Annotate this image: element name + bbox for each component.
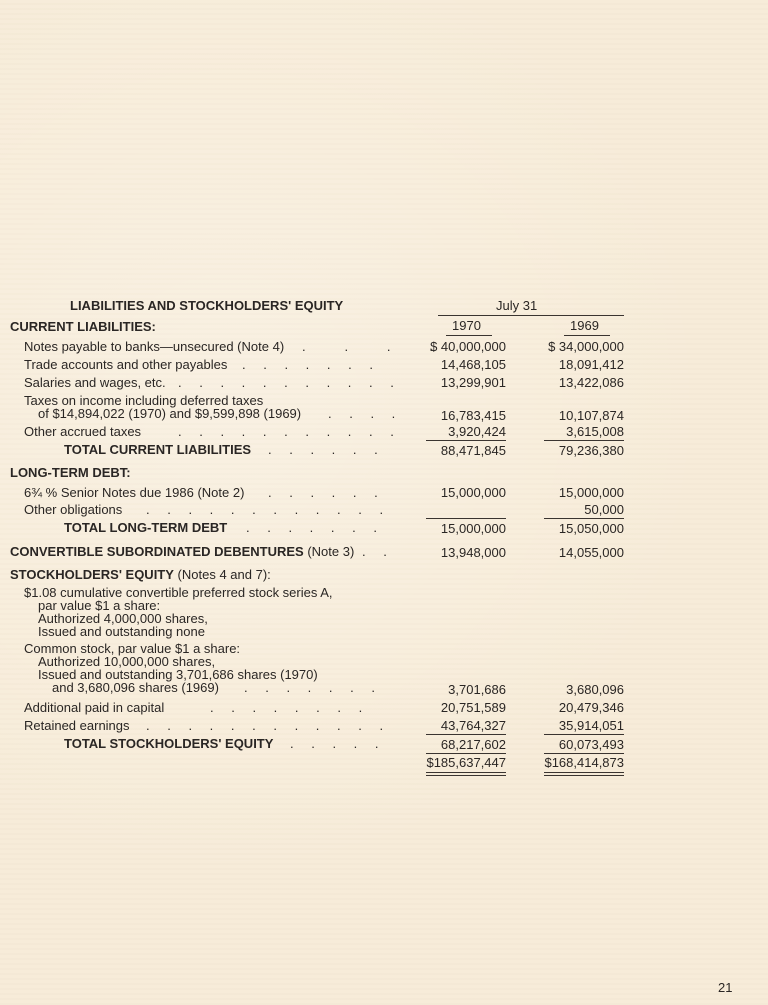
- equity-note: (Notes 4 and 7):: [177, 567, 271, 582]
- value-1969: 10,107,874: [558, 408, 624, 423]
- row-label: Retained earnings: [24, 718, 130, 733]
- leader-dots: . . . . . .: [268, 485, 385, 500]
- total-value-1970: 68,217,602: [440, 737, 506, 752]
- year-1969-header: 1969: [570, 318, 599, 333]
- leader-dots: . . . .: [328, 406, 403, 421]
- row-label: Notes payable to banks—unsecured (Note 4): [24, 339, 285, 354]
- preferred-line: Issued and outstanding none: [38, 624, 205, 639]
- value-1969: 3,615,008: [566, 424, 624, 439]
- preferred-line: $1.08 cumulative convertible preferred stock series A,: [24, 585, 333, 600]
- value-1970: 14,468,105: [440, 357, 506, 372]
- row-label: 6¾ % Senior Notes due 1986 (Note 2): [24, 485, 245, 500]
- value-1970: 43,764,327: [440, 718, 506, 733]
- page-number: 21: [718, 980, 733, 995]
- leader-dots: . . . . . . . . . . .: [178, 375, 401, 390]
- total-value-1969: 79,236,380: [558, 443, 624, 458]
- double-rule-1970-top: [426, 772, 506, 773]
- row-label: Salaries and wages, etc.: [24, 375, 166, 390]
- leader-dots: . . . . . . . . . . . .: [146, 718, 391, 733]
- value-1969: 3,680,096: [566, 682, 624, 697]
- common-line: Issued and outstanding 3,701,686 shares (1970): [38, 667, 318, 682]
- value-1970: $ 40,000,000: [430, 339, 506, 354]
- debentures-row: [10, 544, 354, 560]
- leader-dots: . . . . . . .: [244, 680, 382, 695]
- value-1969: 50,000: [584, 502, 624, 517]
- current-liabilities-heading: CURRENT LIABILITIES:: [10, 319, 156, 334]
- row-label-continued: of $14,894,022 (1970) and $9,599,898 (1969): [38, 406, 302, 421]
- common-line: Authorized 10,000,000 shares,: [38, 654, 216, 669]
- leader-dots: . . . . . . . .: [210, 700, 370, 715]
- double-rule-1969-top: [544, 772, 624, 773]
- value-1969: 35,914,051: [558, 718, 624, 733]
- subtotal-rule-1969: [544, 440, 624, 441]
- leader-dots: . . . .: [302, 339, 440, 354]
- value-1970: 3,920,424: [448, 424, 506, 439]
- common-line: and 3,680,096 shares (1969): [52, 680, 219, 695]
- debentures-note: (Note 3): [307, 544, 355, 559]
- value-1969: 18,091,412: [558, 357, 624, 372]
- row-label: Additional paid in capital: [24, 700, 165, 715]
- total-value-1969: 15,050,000: [558, 521, 624, 536]
- preferred-line: par value $1 a share:: [38, 598, 161, 613]
- subtotal-rule-1970: [426, 440, 506, 441]
- total-current-liabilities-label: TOTAL CURRENT LIABILITIES: [64, 442, 252, 457]
- subtotal-rule-1969: [544, 734, 624, 735]
- value-1970: 13,299,901: [440, 375, 506, 390]
- leader-dots: . . . . . . . . . . . .: [146, 502, 391, 517]
- value-1970: 15,000,000: [440, 485, 506, 500]
- value-1969: 14,055,000: [558, 545, 624, 560]
- subtotal-rule-1969: [544, 518, 624, 519]
- year-1970-header: 1970: [452, 318, 481, 333]
- year-1969-rule: [564, 335, 610, 336]
- common-line: Common stock, par value $1 a share:: [24, 641, 241, 656]
- total-value-1969: 60,073,493: [558, 737, 624, 752]
- total-long-term-debt-label: TOTAL LONG-TERM DEBT: [64, 520, 228, 535]
- value-1970: 13,948,000: [440, 545, 506, 560]
- value-1970: 20,751,589: [440, 700, 506, 715]
- row-label: Other obligations: [24, 502, 123, 517]
- leader-dots: . . . . . . .: [242, 357, 380, 372]
- double-rule-1969-bottom: [544, 775, 624, 776]
- total-equity-label: TOTAL STOCKHOLDERS' EQUITY: [64, 736, 274, 751]
- leader-dots: . . . . . . . . . . .: [178, 424, 401, 439]
- grand-total-1970: $185,637,447: [426, 755, 506, 770]
- long-term-debt-heading: LONG-TERM DEBT:: [10, 465, 131, 480]
- value-1969: 13,422,086: [558, 375, 624, 390]
- preferred-line: Authorized 4,000,000 shares,: [38, 611, 208, 626]
- row-label: Taxes on income including deferred taxes: [24, 393, 264, 408]
- subtotal-rule-1969: [544, 753, 624, 754]
- value-1969: 15,000,000: [558, 485, 624, 500]
- double-rule-1970-bottom: [426, 775, 506, 776]
- row-label: Other accrued taxes: [24, 424, 142, 439]
- leader-dots: . . . . . .: [268, 442, 385, 457]
- value-1970: 3,701,686: [448, 682, 506, 697]
- statement-title: LIABILITIES AND STOCKHOLDERS' EQUITY: [70, 298, 344, 313]
- subtotal-rule-1970: [426, 518, 506, 519]
- grand-total-1969: $168,414,873: [544, 755, 624, 770]
- total-value-1970: 88,471,845: [440, 443, 506, 458]
- period-label: July 31: [496, 298, 538, 313]
- debentures-heading: CONVERTIBLE SUBORDINATED DEBENTURES: [10, 544, 304, 559]
- equity-heading-row: [10, 567, 271, 583]
- total-value-1970: 15,000,000: [440, 521, 506, 536]
- equity-heading: STOCKHOLDERS' EQUITY: [10, 567, 174, 582]
- year-1970-rule: [446, 335, 492, 336]
- leader-dots: . .: [362, 544, 394, 559]
- subtotal-rule-1970: [426, 753, 506, 754]
- subtotal-rule-1970: [426, 734, 506, 735]
- value-1969: $ 34,000,000: [548, 339, 624, 354]
- row-label: Trade accounts and other payables: [24, 357, 228, 372]
- leader-dots: . . . . . . .: [246, 520, 384, 535]
- value-1970: 16,783,415: [440, 408, 506, 423]
- period-rule: [438, 315, 624, 316]
- leader-dots: . . . . .: [290, 736, 386, 751]
- value-1969: 20,479,346: [558, 700, 624, 715]
